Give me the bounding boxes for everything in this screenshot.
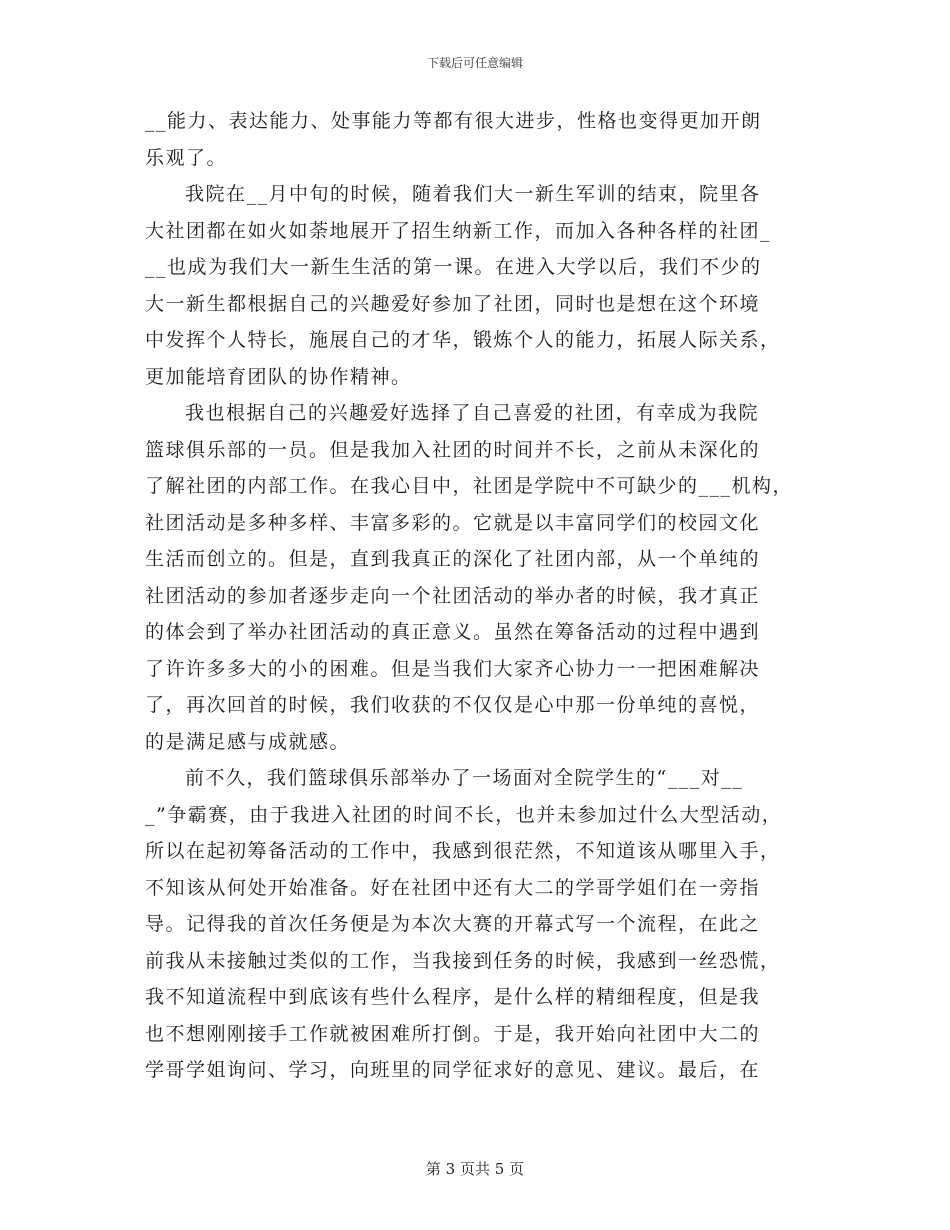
paragraph-start-line: 前不久，我们篮球俱乐部举办了一场面对全院学生的“___对__ bbox=[185, 767, 744, 789]
document-body bbox=[145, 103, 805, 1089]
text-line: 篮球俱乐部的一员。但是我加入社团的时间并不长，之前从未深化的 bbox=[145, 438, 761, 461]
text-line: 大社团都在如火如荼地展开了招生纳新工作，而加入各种各样的社团_ bbox=[145, 219, 772, 242]
text-line: 中发挥个人特长，施展自己的才华，锻炼个人的能力，拓展人际关系， bbox=[145, 329, 781, 351]
text-line: 所以在起初筹备活动的工作中，我感到很茫然，不知道该从哪里入手， bbox=[145, 840, 781, 862]
text-line: __也成为我们大一新生生活的第一课。在进入大学以后，我们不少的 bbox=[145, 256, 762, 278]
page-number-footer: 第 3 页共 5 页 bbox=[425, 1160, 525, 1178]
text-line: 了，再次回首的时候，我们收获的不仅仅是心中那一份单纯的喜悦， bbox=[145, 694, 761, 716]
text-line: 前我从未接触过类似的工作，当我接到任务的时候，我感到一丝恐慌， bbox=[145, 949, 781, 972]
text-line: 更加能培育团队的协作精神。 bbox=[145, 365, 412, 388]
text-line: 不知该从何处开始准备。好在社团中还有大二的学哥学姐们在一旁指 bbox=[145, 876, 761, 899]
text-line: __能力、表达能力、处事能力等都有很大进步，性格也变得更加开朗 bbox=[145, 110, 762, 132]
paragraph-start-line: 我院在__月中旬的时候，随着我们大一新生军训的结束，院里各 bbox=[185, 183, 761, 205]
text-line: 社团活动是多种多样、丰富多彩的。它就是以丰富同学们的校园文化 bbox=[145, 511, 761, 534]
paragraph-start-line: 我也根据自己的兴趣爱好选择了自己喜爱的社团，有幸成为我院 bbox=[185, 402, 760, 424]
text-line: 的体会到了举办社团活动的真正意义。虽然在筹备活动的过程中遇到 bbox=[145, 621, 761, 643]
text-line: 我不知道流程中到底该有些什么程序，是什么样的精细程度，但是我 bbox=[145, 986, 761, 1008]
page-header-note: 下载后可任意编辑 bbox=[426, 56, 523, 70]
text-line: _”争霸赛，由于我进入社团的时间不长，也并未参加过什么大型活动， bbox=[145, 803, 783, 826]
text-line: 乐观了。 bbox=[145, 146, 228, 169]
text-line: 大一新生都根据自己的兴趣爱好参加了社团，同时也是想在这个环境 bbox=[145, 292, 761, 315]
text-line: 了许许多多大的小的困难。但是当我们大家齐心协力一一把困难解决 bbox=[145, 657, 761, 680]
text-line: 的是满足感与成就感。 bbox=[145, 730, 351, 753]
text-line: 也不想刚刚接手工作就被困难所打倒。于是，我开始向社团中大二的 bbox=[145, 1022, 761, 1045]
text-line: 社团活动的参加者逐步走向一个社团活动的举办者的时候，我才真正 bbox=[145, 584, 761, 607]
text-line: 学哥学姐询问、学习，向班里的同学征求好的意见、建议。最后，在 bbox=[145, 1059, 761, 1081]
text-line: 了解社团的内部工作。在我心目中，社团是学院中不可缺少的___机构， bbox=[145, 475, 794, 497]
text-line: 导。记得我的首次任务便是为本次大赛的开幕式写一个流程，在此之 bbox=[145, 913, 761, 935]
text-line: 生活而创立的。但是，直到我真正的深化了社团内部，从一个单纯的 bbox=[145, 548, 761, 570]
